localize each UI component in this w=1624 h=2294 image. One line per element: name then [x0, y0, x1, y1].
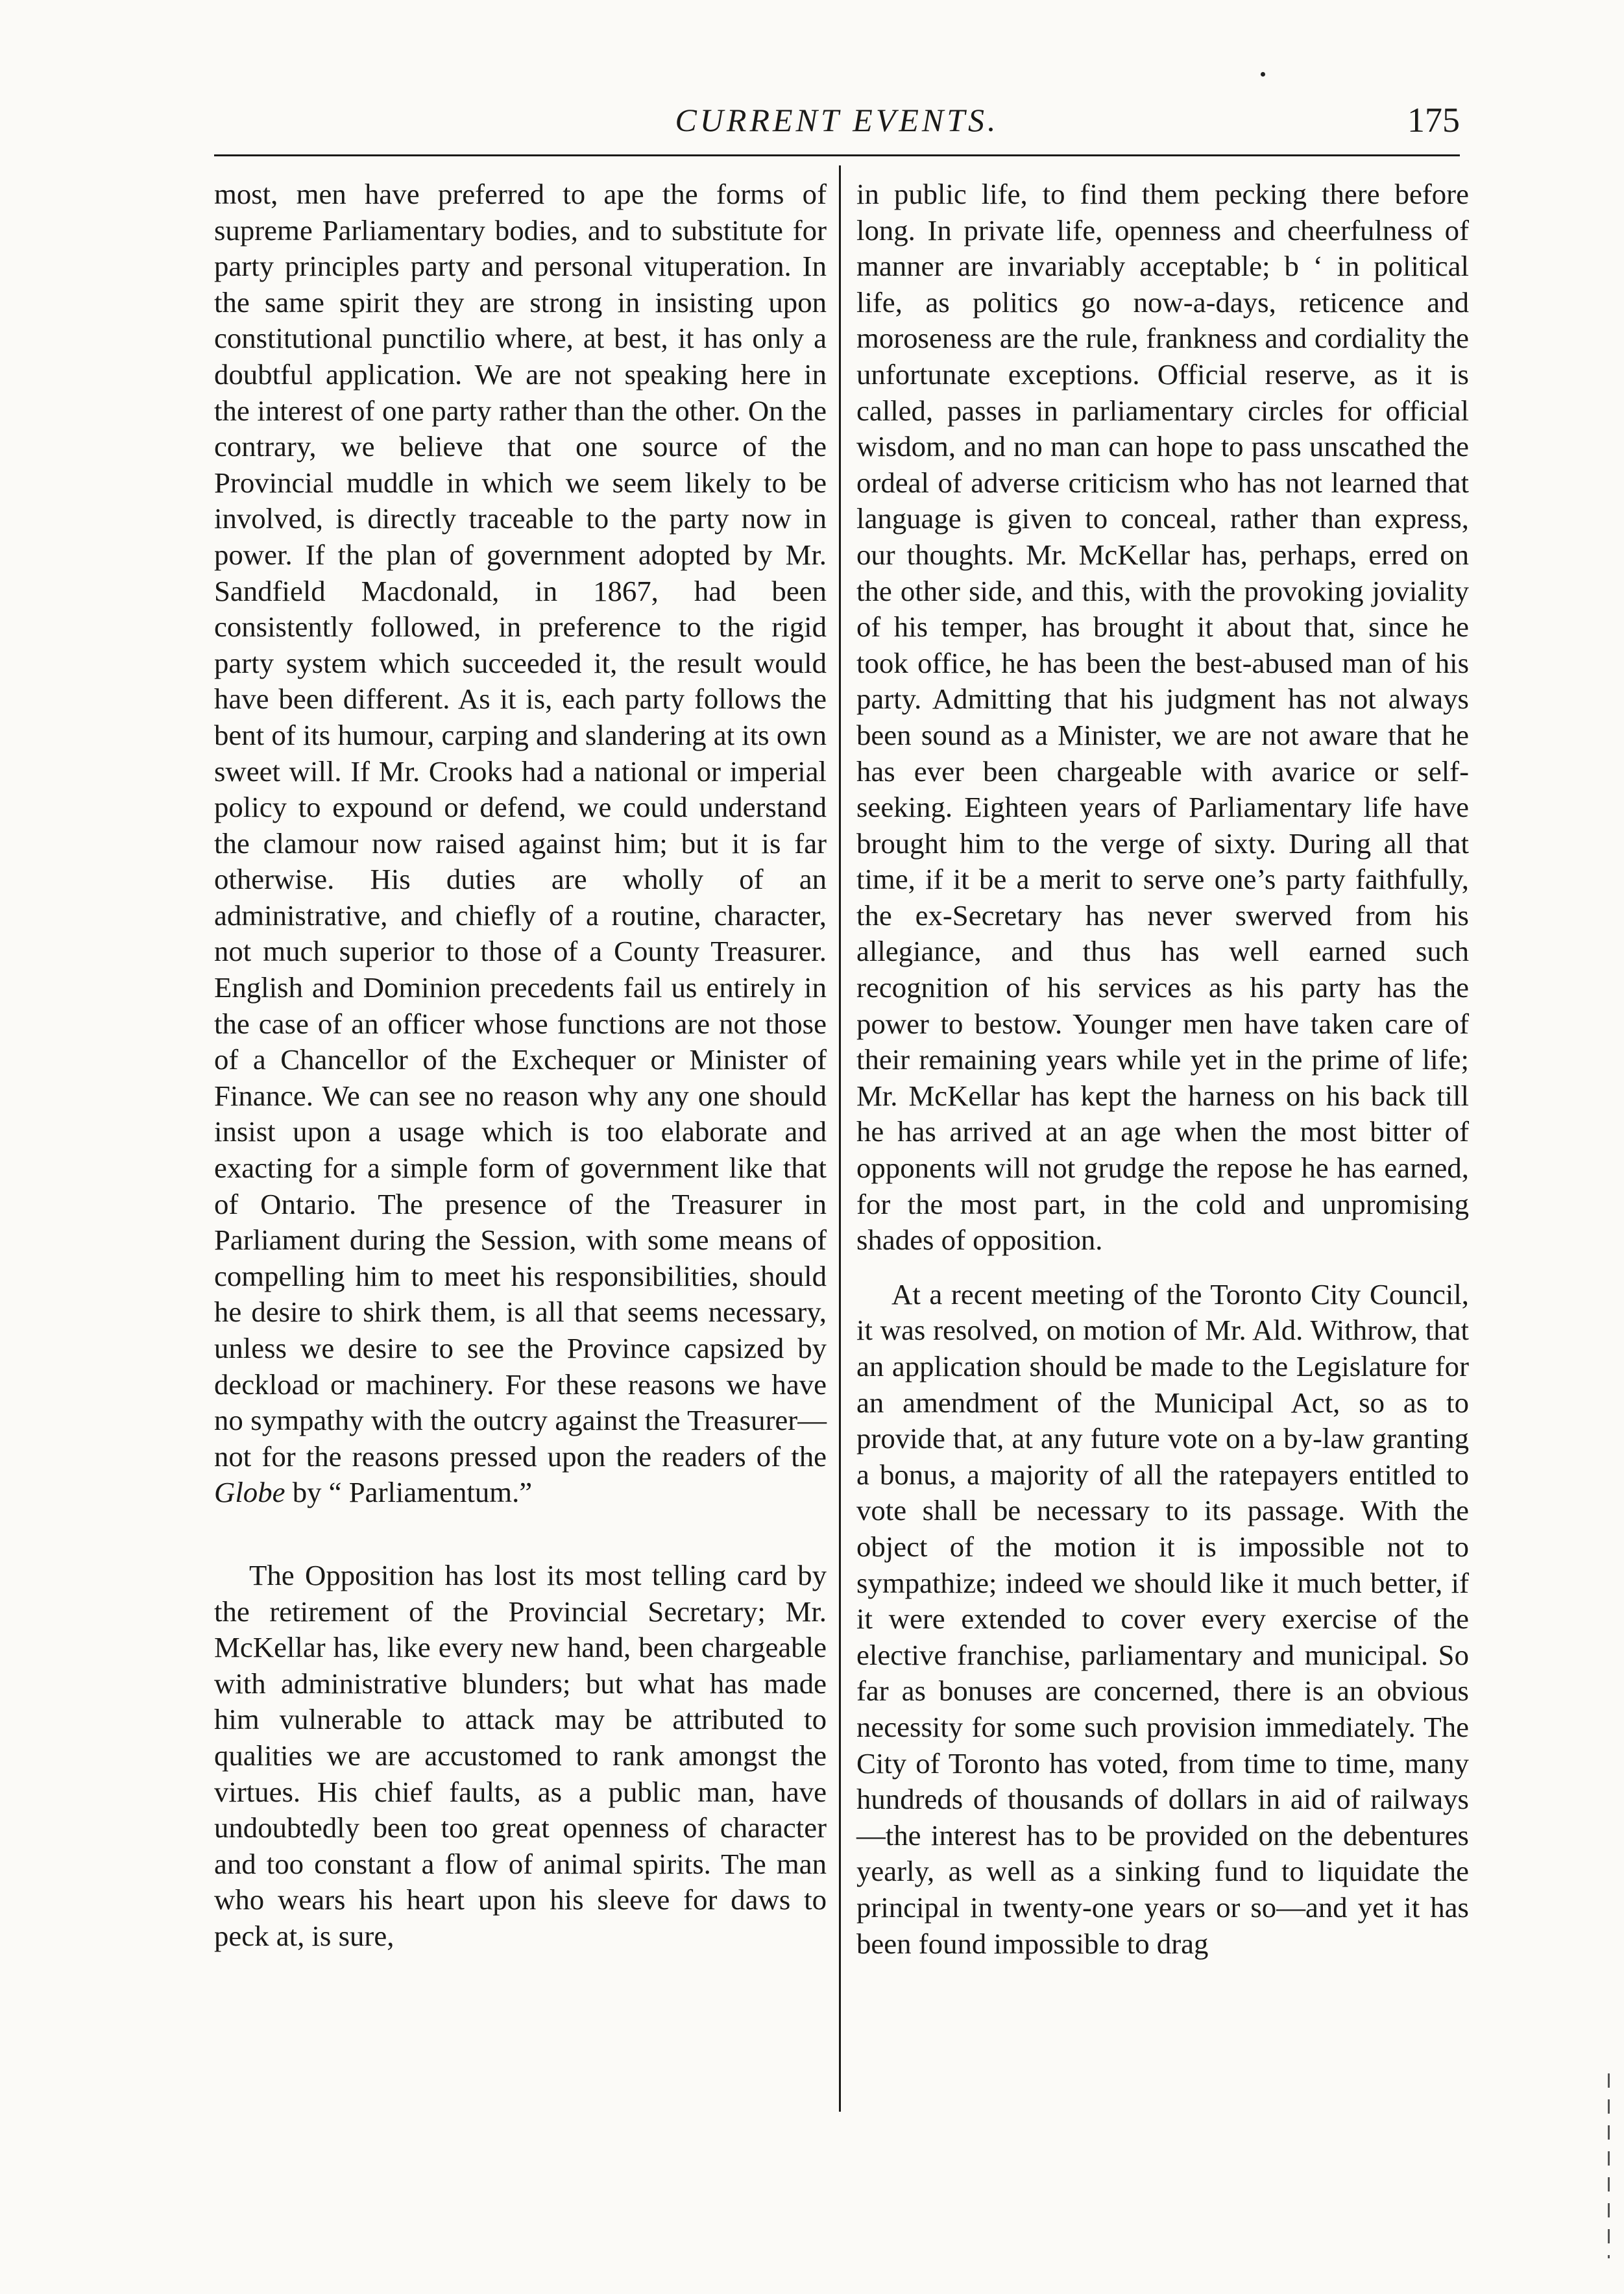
header-rule: [214, 154, 1460, 156]
column-divider: [839, 165, 841, 2112]
right-column: [856, 176, 1469, 1962]
paragraph-parliamentary-forms: [214, 176, 827, 1511]
left-column: [214, 176, 827, 1955]
margin-marks: [1608, 2073, 1610, 2258]
paragraph-text: most, men have preferred to ape the forms of supreme Parliamentary bodies, and to substitute for party principles party and personal vituperation. In the same spirit they are strong in insisting upon constitutional punctilio where, at best, it has only a doubtful application. We are not speaking here in the interest of one party rather than the other. On the contrary, we believe that one source of the Provincial muddle in which we seem likely to be involved, is directly traceable to the party now in power. If the plan of government adopted by Mr. Sandfield Macdonald, in 1867, had been consistently followed, in preference to the rigid party system which succeeded it, the result would have been different. As it is, each party follows the bent of its humour, carping and slandering at its own sweet will. If Mr. Crooks had a national or imperial policy to expound or defend, we could understand the clamour now raised against him; but it is far otherwise. His duties are wholly of an administrative, and chiefly of a routine, character, not much superior to those of a County Treasurer. English and Dominion precedents fail us entirely in the case of an officer whose functions are not those of a Chancellor of the Exchequer or Minister of Finance. We can see no reason why any one should insist upon a usage which is too elaborate and exacting for a simple form of government like that of Ontario. The presence of the Treasurer in Parliament during the Session, with some means of compelling him to meet his responsibilities, should he desire to shirk them, is all that seems necessary, unless we desire to see the Province capsized by deckload or machinery. For these reasons we have no sympathy with the outcry against the Treasurer—not for the reasons pressed upon the readers of the: [214, 178, 827, 1473]
paragraph-text-end: by “ Parliamentum.”: [292, 1476, 533, 1509]
page-number: 175: [1407, 101, 1460, 139]
ink-speck: [1261, 72, 1265, 77]
page-header: [214, 88, 1460, 152]
paragraph-public-life: in public life, to find them pecking there before long. In private life, openness and cheerfulness of manner are invariably acceptable; b ʻ in political life, as politics go now-a-days, reticence and moroseness are the rule, frankness and cordiality the unfortunate exceptions. Official reserve, as it is called, passes in parliamentary circles for official wisdom, and no man can hope to pass unscathed the ordeal of adverse criticism who has not learned that language is given to conceal, rather than express, our thoughts. Mr. McKellar has, perhaps, erred on the other side, and this, with the provoking joviality of his temper, has brought it about that, since he took office, he has been the best-abused man of his party. Admitting that his judgment has not always been sound as a Minister, we are not aware that he has ever been chargeable with avarice or self-seeking. Eighteen years of Parliamentary life have brought him to the verge of sixty. During all that time, if it be a merit to serve one’s party faithfully, the ex-Secretary has never swerved from his allegiance, and thus has well earned such recognition of his services as his party has the power to bestow. Younger men have taken care of their remaining years while yet in the prime of life; Mr. McKellar has kept the harness on his back till he has arrived at an age when the most bitter of opponents will not grudge the repose he has earned, for the most part, in the cold and unpromising shades of opposition.: [856, 178, 1469, 1257]
paragraph-opposition: The Opposition has lost its most telling card by the retirement of the Provincial Secretary; Mr. McKellar has, like every new hand, been chargeable with administrative blunders; but what has made him vulnerable to attack may be attributed to qualities we are accustomed to rank amongst the virtues. His chief faults, as a public man, have undoubtedly been too great openness of character and too constant a flow of animal spirits. The man who wears his heart upon his sleeve for daws to peck at, is sure,: [214, 1558, 827, 1952]
paragraph-toronto-council: At a recent meeting of the Toronto City Council, it was resolved, on motion of Mr. Ald. Withrow, that an application should be made to the Legislature for an amendment of the Municipal Act, so as to provide that, at any future vote on a by-law granting a bonus, a majority of all the ratepayers entitled to vote shall be necessary to its passage. With the object of the motion it is impossible not to sympathize; indeed we should like it much better, if it were extended to cover every exercise of the elective franchise, parliamentary and municipal. So far as bonuses are concerned, there is an obvious necessity for some such provision immediately. The City of Toronto has voted, from time to time, many hundreds of thousands of dollars in aid of railways—the interest has to be provided on the debentures yearly, as well as a sinking fund to liquidate the principal in twenty-one years or so—and yet it has been found impossible to drag: [856, 1277, 1469, 1960]
newspaper-title: Globe: [214, 1476, 285, 1509]
running-title: CURRENT EVENTS.: [675, 102, 999, 138]
